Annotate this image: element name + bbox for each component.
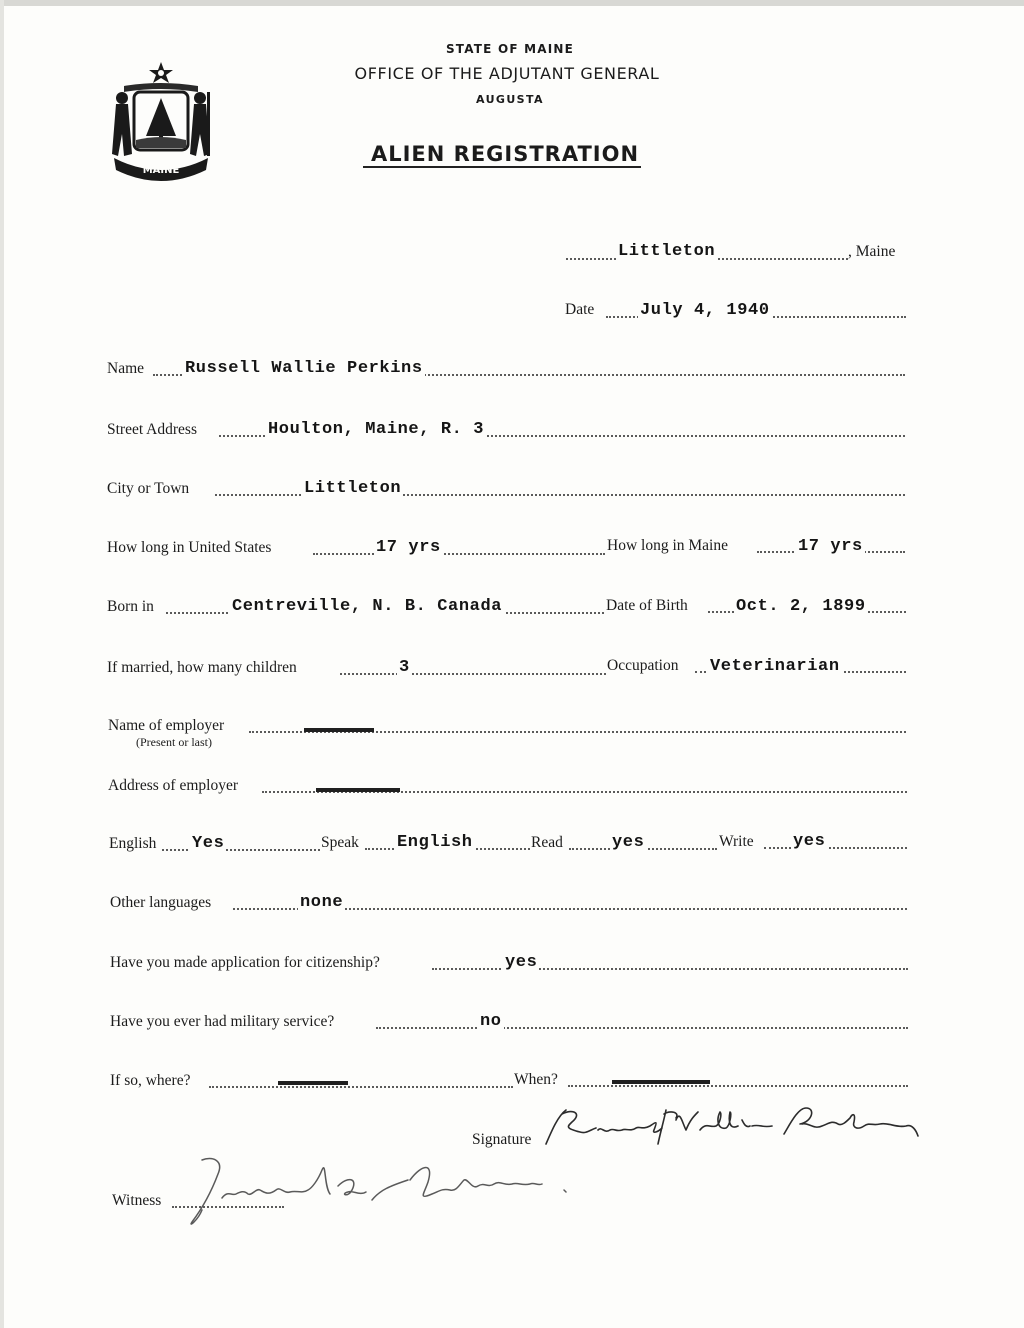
children-leader	[340, 673, 606, 675]
when-leader	[568, 1085, 908, 1087]
if-so-where-label: If so, where?	[110, 1072, 191, 1089]
when-label: When?	[514, 1071, 558, 1088]
military-label: Have you ever had military service?	[110, 1013, 335, 1030]
state-heading: STATE OF MAINE	[445, 42, 575, 56]
street-address-value: Houlton, Maine, R. 3	[268, 420, 485, 439]
how-long-maine-label: How long in Maine	[607, 537, 728, 554]
occupation-value: Veterinarian	[710, 657, 840, 676]
employer-name-label: Name of employer	[108, 717, 225, 734]
military-leader	[376, 1027, 908, 1029]
english-label: English	[109, 835, 157, 852]
title-underline	[363, 166, 641, 168]
citizenship-value: yes	[505, 953, 538, 972]
read-value: yes	[612, 833, 645, 852]
citizenship-label: Have you made application for citizenship?	[110, 954, 380, 971]
other-languages-value: none	[300, 893, 344, 912]
street-address-label: Street Address	[107, 421, 197, 438]
city-or-town-label: City or Town	[107, 480, 190, 497]
write-label: Write	[719, 833, 754, 850]
if-so-where-leader	[209, 1086, 513, 1088]
name-value: Russell Wallie Perkins	[185, 359, 423, 378]
english-leader	[162, 849, 320, 851]
employer-address-blank-dash	[316, 788, 400, 792]
witness-label: Witness	[112, 1192, 162, 1209]
when-blank-dash	[612, 1080, 710, 1084]
office-heading: OFFICE OF THE ADJUTANT GENERAL	[354, 64, 660, 83]
place-value: Littleton	[618, 242, 716, 261]
english-value: Yes	[192, 834, 225, 853]
occupation-label: Occupation	[607, 657, 679, 674]
date-label: Date	[565, 301, 595, 318]
speak-value: English	[397, 833, 473, 852]
how-long-maine-value: 17 yrs	[798, 537, 863, 556]
applicant-signature	[540, 1100, 924, 1154]
how-long-us-label: How long in United States	[107, 539, 272, 556]
how-long-us-leader	[313, 553, 605, 555]
scan-edge-top	[0, 0, 1024, 6]
date-of-birth-value: Oct. 2, 1899	[736, 597, 866, 616]
date-of-birth-label: Date of Birth	[606, 597, 688, 614]
form-title: ALIEN REGISTRATION	[370, 142, 640, 166]
scan-edge-left	[0, 0, 4, 1328]
children-label: If married, how many children	[107, 659, 297, 676]
born-in-value: Centreville, N. B. Canada	[232, 597, 503, 616]
signature-label: Signature	[472, 1131, 532, 1148]
employer-name-blank-dash	[304, 728, 374, 732]
military-value: no	[480, 1012, 502, 1031]
city-or-town-value: Littleton	[304, 479, 402, 498]
speak-label: Speak	[321, 834, 359, 851]
seal-ribbon-text: MAINE	[142, 165, 180, 176]
place-label: , Maine	[848, 243, 896, 260]
children-value: 3	[399, 658, 410, 677]
other-languages-label: Other languages	[110, 894, 212, 911]
name-label: Name	[107, 360, 145, 377]
maine-state-seal-icon	[106, 58, 216, 186]
how-long-us-value: 17 yrs	[376, 538, 441, 557]
write-leader	[764, 847, 907, 849]
employer-name-sublabel: (Present or last)	[136, 735, 212, 749]
witness-signature	[172, 1150, 578, 1230]
read-label: Read	[531, 834, 563, 851]
write-value: yes	[793, 832, 826, 851]
date-value: July 4, 1940	[640, 301, 770, 320]
city-heading: AUGUSTA	[476, 93, 544, 106]
born-in-label: Born in	[107, 598, 154, 615]
employer-address-label: Address of employer	[108, 777, 238, 794]
if-so-where-blank-dash	[278, 1081, 348, 1085]
